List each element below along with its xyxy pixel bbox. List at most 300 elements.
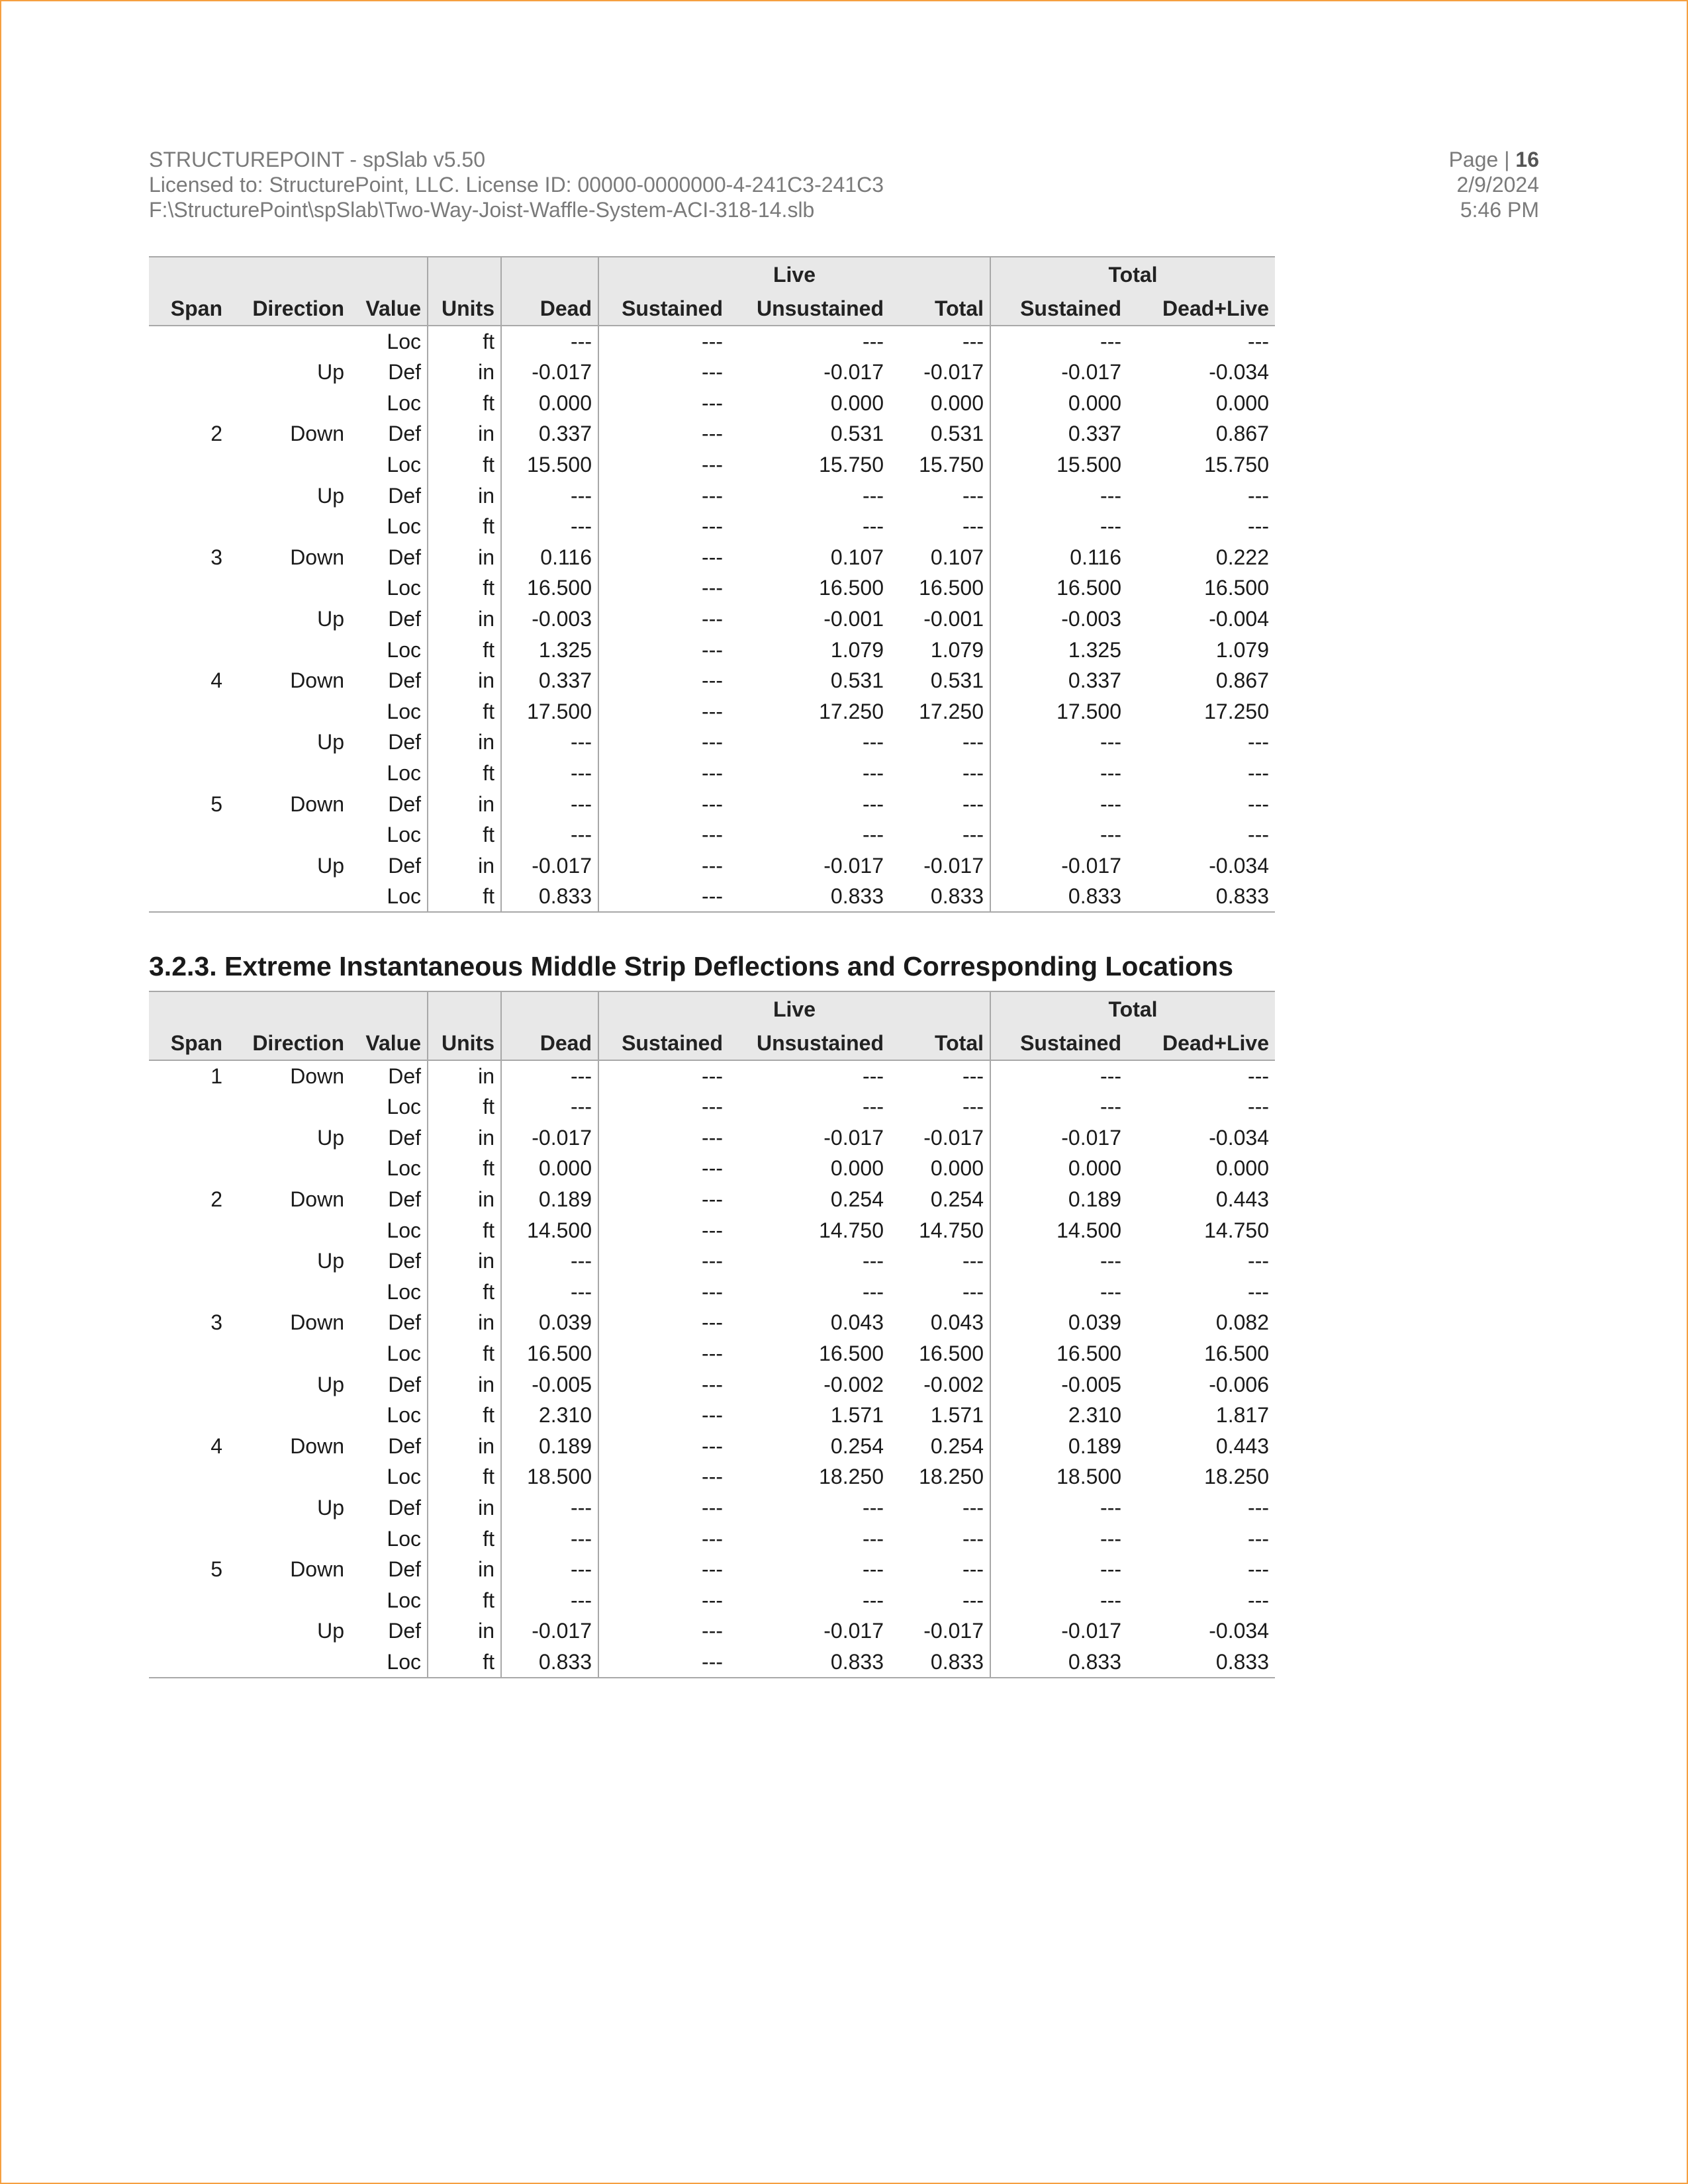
cell-units: ft — [428, 819, 501, 850]
cell-live-unsustained: 0.254 — [830, 1433, 884, 1458]
cell-units: ft — [428, 1091, 501, 1122]
col-total-sustained: Sustained — [990, 1026, 1127, 1060]
cell-live-sustained: --- — [598, 665, 729, 696]
table-header-row — [149, 1026, 1275, 1060]
cell-total-sustained: --- — [990, 1554, 1127, 1585]
cell-value: Loc — [350, 1647, 428, 1678]
col-direction: Direction — [228, 1026, 350, 1060]
table-header-row — [149, 291, 1275, 326]
cell-live-sustained: --- — [598, 511, 729, 542]
cell-live-total: -0.002 — [923, 1372, 984, 1396]
cell-live-unsustained: --- — [863, 330, 884, 353]
cell-value: Def — [388, 1372, 421, 1396]
cell-dead-live: 16.500 — [1204, 576, 1269, 600]
cell-dead: 0.000 — [501, 1153, 598, 1184]
cell-dead-live: --- — [1248, 1496, 1269, 1520]
cell-total-sustained: 0.833 — [990, 881, 1127, 912]
cell-live-total: --- — [962, 823, 984, 847]
cell-units: in — [428, 1307, 501, 1338]
cell-live-total: -0.017 — [923, 853, 984, 878]
cell-span: 2 — [211, 422, 222, 446]
cell-total-sustained: 0.000 — [990, 388, 1127, 419]
cell-dead-live: --- — [1248, 1526, 1269, 1551]
cell-value: Loc — [387, 823, 421, 847]
cell-direction — [228, 1647, 350, 1678]
cell-total-sustained: --- — [990, 819, 1127, 850]
cell-live-sustained: --- — [598, 1554, 729, 1585]
cell-value: Loc — [387, 1342, 421, 1366]
col-dead-live: Dead+Live — [1127, 291, 1275, 326]
cell-dead-live: --- — [1248, 1588, 1269, 1612]
cell-dead: 0.116 — [501, 542, 598, 573]
cell-dead-live: --- — [1248, 823, 1269, 847]
table-row — [149, 1060, 1275, 1091]
col-live-sustained: Sustained — [598, 1026, 729, 1060]
cell-span — [149, 1277, 228, 1308]
cell-live-total: --- — [962, 1496, 984, 1520]
cell-dead-live: 0.867 — [1215, 422, 1269, 446]
cell-live-unsustained: 1.079 — [830, 637, 884, 662]
cell-total-sustained: 0.337 — [990, 418, 1127, 449]
col-span: Span — [149, 291, 228, 326]
table-row — [149, 634, 1275, 665]
cell-value: Def — [388, 360, 421, 385]
cell-direction: Up — [317, 1249, 344, 1273]
cell-live-unsustained: --- — [863, 1588, 884, 1612]
cell-units: in — [428, 1615, 501, 1647]
cell-dead: --- — [501, 819, 598, 850]
cell-live-unsustained: 1.571 — [830, 1403, 884, 1428]
cell-dead: 0.000 — [501, 388, 598, 419]
cell-span: 2 — [211, 1187, 222, 1212]
table-header-group-row — [149, 257, 1275, 291]
cell-live-unsustained: 0.000 — [830, 390, 884, 415]
cell-live-unsustained: --- — [863, 792, 884, 816]
cell-total-sustained: --- — [990, 727, 1127, 758]
cell-total-sustained: 0.337 — [990, 665, 1127, 696]
document-header — [149, 147, 1208, 222]
cell-value: Loc — [387, 1218, 421, 1242]
col-value: Value — [350, 1026, 428, 1060]
cell-live-unsustained: --- — [863, 514, 884, 539]
cell-live-total: -0.001 — [923, 607, 984, 631]
cell-live-unsustained: --- — [863, 1279, 884, 1304]
cell-units: ft — [428, 449, 501, 480]
cell-live-unsustained: 0.107 — [830, 545, 884, 569]
cell-total-sustained: -0.017 — [990, 1615, 1127, 1647]
table-row — [149, 572, 1275, 604]
cell-direction — [228, 1400, 350, 1431]
cell-units: ft — [428, 1647, 501, 1678]
cell-dead-live: -0.006 — [1209, 1372, 1269, 1396]
cell-total-sustained: 0.116 — [990, 542, 1127, 573]
cell-live-unsustained: --- — [863, 1095, 884, 1119]
cell-span — [149, 1369, 228, 1400]
cell-live-unsustained: 0.531 — [830, 422, 884, 446]
cell-value: Loc — [387, 1095, 421, 1119]
cell-value: Def — [388, 792, 421, 816]
cell-span — [149, 819, 228, 850]
cell-total-sustained: --- — [990, 1523, 1127, 1554]
cell-live-total: 0.254 — [930, 1433, 984, 1458]
cell-span — [149, 604, 228, 635]
cell-direction — [228, 326, 350, 357]
cell-span — [149, 850, 228, 882]
table-row — [149, 665, 1275, 696]
cell-live-sustained: --- — [598, 542, 729, 573]
cell-total-sustained: 2.310 — [990, 1400, 1127, 1431]
cell-live-sustained: --- — [598, 449, 729, 480]
cell-value: Loc — [387, 1526, 421, 1551]
cell-units: ft — [428, 1153, 501, 1184]
cell-value: Loc — [387, 1465, 421, 1489]
cell-live-total: 0.043 — [930, 1310, 984, 1335]
cell-live-unsustained: 0.000 — [830, 1156, 884, 1181]
cell-live-sustained: --- — [598, 1246, 729, 1277]
file-path-line: F:\StructurePoint\spSlab\Two-Way-Joist-Waffle-System-ACI-318-14.slb — [149, 198, 815, 222]
cell-dead-live: --- — [1248, 1557, 1269, 1582]
cell-live-total: 16.500 — [919, 576, 984, 600]
cell-live-sustained: --- — [598, 758, 729, 789]
cell-live-sustained: --- — [598, 1615, 729, 1647]
cell-direction: Up — [317, 853, 344, 878]
cell-dead: -0.005 — [501, 1369, 598, 1400]
cell-dead-live: 1.817 — [1215, 1403, 1269, 1428]
col-span: Span — [149, 1026, 228, 1060]
cell-direction — [228, 696, 350, 727]
table-row — [149, 1523, 1275, 1554]
cell-value: Loc — [387, 330, 421, 353]
cell-total-sustained: --- — [990, 758, 1127, 789]
cell-units: ft — [428, 1338, 501, 1369]
cell-dead: -0.017 — [501, 1122, 598, 1154]
cell-live-sustained: --- — [598, 696, 729, 727]
cell-live-total: 0.531 — [930, 668, 984, 693]
col-units: Units — [428, 291, 501, 326]
cell-units: ft — [428, 696, 501, 727]
cell-value: Def — [388, 1557, 421, 1582]
cell-live-total: --- — [962, 483, 984, 508]
cell-live-sustained: --- — [598, 1400, 729, 1431]
cell-live-unsustained: -0.002 — [823, 1372, 884, 1396]
cell-units: in — [428, 1060, 501, 1091]
table-row — [149, 1246, 1275, 1277]
cell-value: Def — [388, 1125, 421, 1150]
cell-direction — [228, 1091, 350, 1122]
cell-dead: --- — [501, 1492, 598, 1524]
table-row — [149, 1615, 1275, 1647]
cell-units: ft — [428, 881, 501, 912]
page-number: 16 — [1515, 148, 1539, 171]
table-row — [149, 1647, 1275, 1678]
cell-value: Def — [388, 422, 421, 446]
cell-live-unsustained: 0.254 — [830, 1187, 884, 1212]
cell-units: in — [428, 1369, 501, 1400]
cell-dead-live: --- — [1248, 330, 1269, 353]
cell-live-total: 0.254 — [930, 1187, 984, 1212]
cell-dead-live: --- — [1248, 792, 1269, 816]
cell-units: ft — [428, 758, 501, 789]
cell-total-sustained: 17.500 — [990, 696, 1127, 727]
cell-total-sustained: 0.039 — [990, 1307, 1127, 1338]
cell-live-sustained: --- — [598, 604, 729, 635]
cell-dead-live: --- — [1248, 761, 1269, 786]
table-row — [149, 1184, 1275, 1215]
cell-dead: 0.833 — [501, 881, 598, 912]
cell-live-unsustained: --- — [863, 730, 884, 754]
cell-dead-live: 18.250 — [1204, 1465, 1269, 1489]
cell-dead: -0.003 — [501, 604, 598, 635]
cell-units: in — [428, 480, 501, 511]
cell-live-sustained: --- — [598, 1307, 729, 1338]
cell-live-total: 0.833 — [890, 1647, 990, 1678]
cell-total-sustained: 15.500 — [990, 449, 1127, 480]
cell-live-total: 14.750 — [919, 1218, 984, 1242]
cell-units: ft — [428, 1461, 501, 1492]
cell-span — [149, 1338, 228, 1369]
cell-span — [149, 1585, 228, 1616]
report-time: 5:46 PM — [1460, 198, 1539, 222]
col-live-total: Total — [890, 291, 990, 326]
cell-dead-live: --- — [1248, 730, 1269, 754]
cell-span — [149, 1122, 228, 1154]
cell-direction: Up — [317, 360, 344, 385]
cell-live-sustained: --- — [598, 1153, 729, 1184]
cell-direction: Down — [290, 1187, 344, 1212]
table-row — [149, 357, 1275, 388]
cell-total-sustained: --- — [990, 1091, 1127, 1122]
cell-dead: --- — [501, 1091, 598, 1122]
cell-units: in — [428, 1246, 501, 1277]
table-row — [149, 1122, 1275, 1154]
cell-value: Loc — [387, 514, 421, 539]
cell-direction: Up — [317, 483, 344, 508]
cell-dead-live: -0.034 — [1209, 1619, 1269, 1643]
table-row — [149, 1214, 1275, 1246]
cell-direction — [228, 758, 350, 789]
cell-live-unsustained: -0.017 — [823, 360, 884, 385]
table-row — [149, 1369, 1275, 1400]
middle-strip-deflections-table — [149, 991, 1275, 1678]
cell-live-sustained: --- — [598, 480, 729, 511]
cell-live-total: 0.107 — [930, 545, 984, 569]
table-row — [149, 696, 1275, 727]
table-row — [149, 1585, 1275, 1616]
cell-direction: Up — [317, 1496, 344, 1520]
cell-total-sustained: --- — [990, 1060, 1127, 1091]
cell-live-unsustained: -0.001 — [823, 607, 884, 631]
cell-dead: 15.500 — [501, 449, 598, 480]
cell-live-sustained: --- — [598, 1492, 729, 1524]
cell-dead-live: --- — [1248, 483, 1269, 508]
cell-dead: --- — [501, 1277, 598, 1308]
cell-dead: --- — [501, 1554, 598, 1585]
cell-dead-live: --- — [1248, 1279, 1269, 1304]
cell-direction: Up — [317, 1125, 344, 1150]
cell-total-sustained: --- — [990, 1277, 1127, 1308]
cell-live-total: -0.017 — [923, 360, 984, 385]
cell-live-total: --- — [962, 792, 984, 816]
cell-span: 4 — [211, 1433, 222, 1458]
table-row — [149, 727, 1275, 758]
cell-live-sustained: --- — [598, 1277, 729, 1308]
cell-total-sustained: -0.003 — [990, 604, 1127, 635]
cell-span — [149, 449, 228, 480]
cell-span: 5 — [211, 792, 222, 816]
cell-dead-live: 17.250 — [1204, 699, 1269, 723]
cell-span — [149, 727, 228, 758]
cell-live-unsustained: 18.250 — [819, 1465, 884, 1489]
cell-span — [149, 388, 228, 419]
cell-total-sustained: -0.017 — [990, 850, 1127, 882]
cell-dead: --- — [501, 511, 598, 542]
cell-value: Def — [388, 1619, 421, 1643]
cell-dead: --- — [501, 1585, 598, 1616]
cell-dead: --- — [501, 1060, 598, 1091]
col-live-total: Total — [890, 1026, 990, 1060]
cell-value: Loc — [387, 1156, 421, 1181]
cell-live-unsustained: 16.500 — [819, 576, 884, 600]
cell-dead-live: 1.079 — [1215, 637, 1269, 662]
live-group-header: Live — [598, 991, 990, 1026]
cell-span — [149, 326, 228, 357]
cell-span — [149, 1400, 228, 1431]
cell-dead-live: 0.867 — [1215, 668, 1269, 693]
cell-units: in — [428, 1554, 501, 1585]
cell-live-unsustained: --- — [863, 761, 884, 786]
cell-total-sustained: -0.017 — [990, 357, 1127, 388]
cell-live-total: --- — [962, 514, 984, 539]
cell-span — [149, 1214, 228, 1246]
cell-span: 4 — [211, 668, 222, 693]
cell-total-sustained: -0.017 — [990, 1122, 1127, 1154]
cell-value: Def — [388, 1496, 421, 1520]
cell-dead-live: --- — [1248, 1249, 1269, 1273]
cell-units: ft — [428, 1523, 501, 1554]
col-units: Units — [428, 1026, 501, 1060]
cell-live-unsustained: 0.043 — [830, 1310, 884, 1335]
cell-value: Loc — [387, 761, 421, 786]
cell-units: ft — [428, 1277, 501, 1308]
cell-dead: 16.500 — [501, 1338, 598, 1369]
cell-live-unsustained: 17.250 — [819, 699, 884, 723]
table-row — [149, 1461, 1275, 1492]
col-dead-live: Dead+Live — [1127, 1026, 1275, 1060]
total-group-header: Total — [990, 257, 1275, 291]
cell-span: 1 — [211, 1064, 222, 1088]
cell-live-total: 15.750 — [919, 453, 984, 477]
cell-live-total: 0.000 — [930, 390, 984, 415]
cell-live-total: 18.250 — [919, 1465, 984, 1489]
cell-direction — [228, 388, 350, 419]
cell-total-sustained: -0.005 — [990, 1369, 1127, 1400]
cell-dead: 16.500 — [501, 572, 598, 604]
total-group-header: Total — [990, 991, 1275, 1026]
cell-span — [149, 1091, 228, 1122]
cell-span — [149, 511, 228, 542]
page-number-line — [1208, 147, 1539, 172]
cell-live-total: --- — [962, 1249, 984, 1273]
cell-dead: -0.017 — [501, 1615, 598, 1647]
cell-units: ft — [428, 511, 501, 542]
cell-dead: 18.500 — [501, 1461, 598, 1492]
cell-dead-live: 0.082 — [1215, 1310, 1269, 1335]
cell-total-sustained: --- — [990, 788, 1127, 819]
table-row — [149, 1153, 1275, 1184]
cell-live-sustained: --- — [598, 326, 729, 357]
cell-total-sustained: --- — [990, 1492, 1127, 1524]
cell-direction — [228, 1585, 350, 1616]
cell-units: in — [428, 357, 501, 388]
cell-value: Def — [388, 853, 421, 878]
cell-live-total: --- — [962, 1279, 984, 1304]
cell-dead-live: -0.034 — [1209, 360, 1269, 385]
cell-dead: 2.310 — [501, 1400, 598, 1431]
cell-dead: 0.833 — [501, 1647, 598, 1678]
cell-direction — [228, 572, 350, 604]
cell-live-total: 1.079 — [930, 637, 984, 662]
col-live-unsustained: Unsustained — [729, 1026, 890, 1060]
cell-units: in — [428, 1122, 501, 1154]
cell-total-sustained: 0.000 — [990, 1153, 1127, 1184]
cell-total-sustained: 18.500 — [990, 1461, 1127, 1492]
cell-value: Def — [388, 1187, 421, 1212]
cell-live-unsustained: 0.531 — [830, 668, 884, 693]
cell-live-sustained: --- — [598, 388, 729, 419]
cell-span — [149, 1461, 228, 1492]
cell-dead: 14.500 — [501, 1214, 598, 1246]
cell-dead: --- — [501, 788, 598, 819]
cell-value: Loc — [387, 1588, 421, 1612]
cell-direction: Up — [317, 1372, 344, 1396]
cell-live-total: --- — [962, 1588, 984, 1612]
cell-dead: 0.337 — [501, 665, 598, 696]
cell-live-unsustained: --- — [863, 1526, 884, 1551]
cell-live-sustained: --- — [598, 572, 729, 604]
cell-total-sustained: 1.325 — [990, 634, 1127, 665]
cell-dead-live: 0.443 — [1215, 1433, 1269, 1458]
cell-live-unsustained: --- — [863, 1496, 884, 1520]
cell-units: ft — [428, 1585, 501, 1616]
cell-units: in — [428, 542, 501, 573]
table-row — [149, 1091, 1275, 1122]
cell-dead-live: -0.004 — [1209, 607, 1269, 631]
cell-units: in — [428, 665, 501, 696]
cell-direction: Down — [290, 792, 344, 816]
cell-live-total: --- — [962, 730, 984, 754]
table-row — [149, 326, 1275, 357]
cell-live-unsustained: --- — [863, 1557, 884, 1582]
cell-dead-live: 0.833 — [1127, 1647, 1275, 1678]
cell-span — [149, 1523, 228, 1554]
cell-value: Loc — [387, 1403, 421, 1428]
cell-live-unsustained: 0.833 — [729, 881, 890, 912]
cell-dead: --- — [501, 480, 598, 511]
cell-live-total: --- — [962, 761, 984, 786]
cell-dead-live: 0.222 — [1215, 545, 1269, 569]
col-value: Value — [350, 291, 428, 326]
cell-direction: Down — [290, 668, 344, 693]
cell-units: in — [428, 788, 501, 819]
col-dead: Dead — [501, 291, 598, 326]
cell-total-sustained: --- — [990, 511, 1127, 542]
cell-direction — [228, 1523, 350, 1554]
cell-value: Def — [388, 483, 421, 508]
col-direction: Direction — [228, 291, 350, 326]
cell-value: Loc — [387, 1279, 421, 1304]
cell-units: ft — [428, 572, 501, 604]
cell-units: ft — [428, 1214, 501, 1246]
